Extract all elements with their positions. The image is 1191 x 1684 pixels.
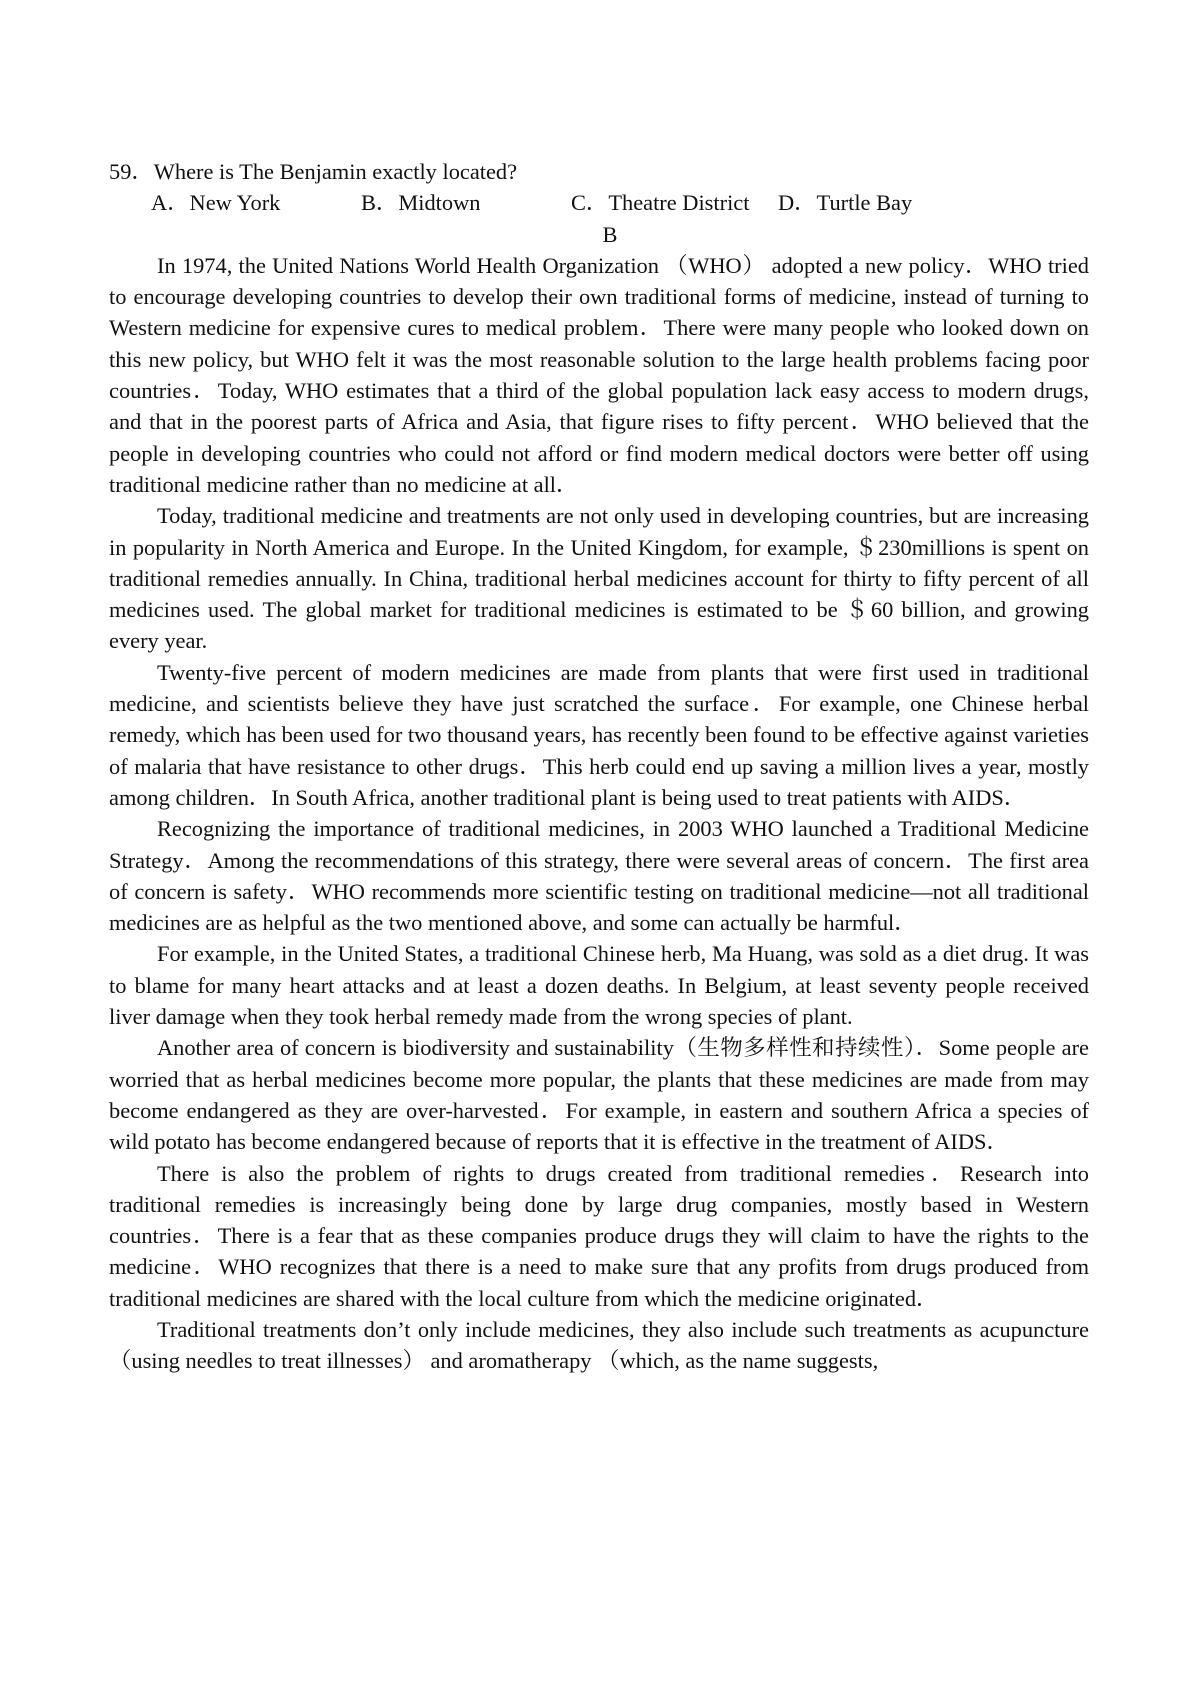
- paragraph-3: Twenty-five percent of modern medicines are made from plants that were first used in traditional medicine, and scientists believe they have just scratched the surface．For example, one Chinese herbal remedy, which has been used for two thousand years, has recently been found to be effective against varieties of malaria that have resistance to other drugs．This herb could end up saving a million lives a year, mostly among children．In South Africa, another traditional plant is being used to treat patients with AIDS．: [109, 659, 1089, 810]
- option-a: A．New York: [151, 190, 281, 216]
- option-d: D．Turtle Bay: [778, 190, 913, 216]
- option-b: B．Midtown: [361, 190, 481, 216]
- option-c: C．Theatre District: [571, 190, 750, 216]
- paragraph-7: There is also the problem of rights to drugs created from traditional remedies．Research into traditional remedies is increasingly being done by large drug companies, mostly based in Western countries．There is a fear that as these companies produce drugs they will claim to have the rights to the medicine．WHO recognizes that there is a need to make sure that any profits from drugs produced from traditional medicines are shared with the local culture from which the medicine originated．: [109, 1160, 1089, 1311]
- section-heading: B: [602, 221, 618, 247]
- paragraph-6: Another area of concern is biodiversity and sustainability（生物多样性和持续性）．Some people are worried that as herbal medicines become more popular, the plants that these medicines are made from may become endangered as they are over-harvested．For example, in eastern and southern Africa a species of wild potato has become endangered because of reports that it is effective in the treatment of AIDS．: [109, 1035, 1089, 1155]
- paragraph-1: In 1974, the United Nations World Health Organization （WHO） adopted a new policy．WHO tried to encourage developing countries to develop their own traditional forms of medicine, instead of turning to Western medicine for expensive cures to medical problem．There were many people who looked down on this new policy, but WHO felt it was the most reasonable solution to the large health problems facing poor countries．Today, WHO estimates that a third of the global population lack easy access to modern drugs, and that in the poorest parts of Africa and Asia, that figure rises to fifty percent．WHO believed that the people in developing countries who could not afford or find modern medical doctors were better off using traditional medicine rather than no medicine at all．: [109, 252, 1089, 497]
- paragraph-5: For example, in the United States, a traditional Chinese herb, Ma Huang, was sold as a diet drug. It was to blame for many heart attacks and at least a dozen deaths. In Belgium, at least seventy people received liver damage when they took herbal remedy made from the wrong species of plant.: [109, 941, 1089, 1030]
- page-content: [109, 156, 1089, 1377]
- paragraph-4: Recognizing the importance of traditional medicines, in 2003 WHO launched a Traditional Medicine Strategy．Among the recommendations of this strategy, there were several areas of concern．The first area of concern is safety．WHO recommends more scientific testing on traditional medicine—not all traditional medicines are as helpful as the two mentioned above, and some can actually be harmful．: [109, 816, 1089, 936]
- paragraph-2: Today, traditional medicine and treatments are not only used in developing countries, but are increasing in popularity in North America and Europe. In the United Kingdom, for example, ＄230millions is spent on traditional remedies annually. In China, traditional herbal medicines account for thirty to fifty percent of all medicines used. The global market for traditional medicines is estimated to be ＄60 billion, and growing every year.: [109, 503, 1089, 654]
- question-59: 59．Where is The Benjamin exactly located?: [109, 159, 518, 184]
- answer-options: [109, 187, 1089, 218]
- paragraph-8: Traditional treatments don’t only include medicines, they also include such treatments as acupuncture（using needles to treat illnesses） and aromatherapy （which, as the name suggests,: [109, 1316, 1089, 1374]
